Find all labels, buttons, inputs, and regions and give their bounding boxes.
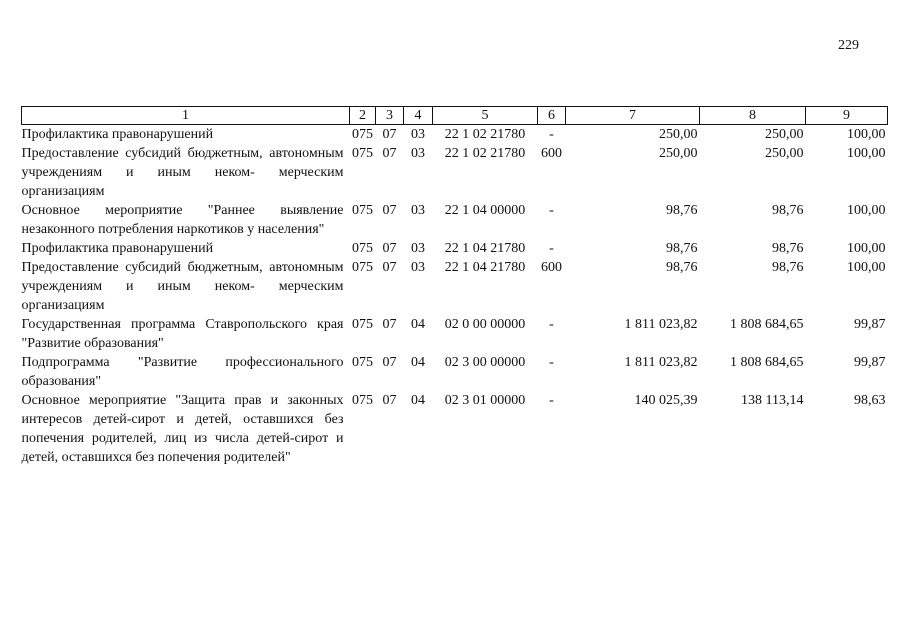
table-row: [22, 144, 888, 201]
table-row: [22, 391, 888, 467]
row-amount-planned: 98,76: [666, 241, 698, 256]
row-amount-executed: 1 808 684,65: [730, 317, 804, 332]
row-code-subsection: 03: [411, 241, 425, 256]
row-percent: 100,00: [847, 127, 886, 142]
row-expense-type: 600: [541, 260, 562, 275]
row-amount-planned: 98,76: [666, 260, 698, 275]
row-code-section: 07: [382, 146, 397, 161]
row-name: Профилактика правонарушений: [21, 127, 214, 142]
row-percent: 99,87: [854, 317, 886, 332]
table-row: [22, 239, 888, 258]
row-code-subsection: 03: [411, 203, 425, 218]
row-percent: 100,00: [847, 241, 886, 256]
row-code-ministry: 075: [352, 393, 373, 408]
row-percent: 98,63: [854, 393, 886, 408]
header-col-3: 3: [376, 107, 404, 125]
table-row: [22, 258, 888, 315]
header-col-8: 8: [700, 107, 806, 125]
row-target-article: 22 1 04 00000: [444, 203, 526, 218]
row-code-subsection: 03: [411, 146, 425, 161]
row-amount-executed: 250,00: [765, 127, 804, 142]
row-expense-type: -: [549, 241, 554, 256]
row-target-article: 22 1 02 21780: [444, 146, 526, 161]
row-amount-planned: 140 025,39: [634, 393, 698, 408]
table-row: [22, 201, 888, 239]
row-percent: 100,00: [847, 260, 886, 275]
row-name: Профилактика правонарушений: [21, 241, 214, 256]
row-amount-executed: 138 113,14: [741, 393, 804, 408]
row-amount-planned: 1 811 023,82: [624, 355, 698, 370]
row-expense-type: -: [549, 317, 554, 332]
header-col-5: 5: [433, 107, 538, 125]
row-name: Государственная программа Ставропольского края "Развитие образования": [21, 317, 344, 351]
row-name: Подпрограмма "Развитие профессионального образования": [21, 355, 344, 389]
row-percent: 100,00: [847, 146, 886, 161]
header-col-1: 1: [22, 107, 350, 125]
row-expense-type: -: [549, 355, 554, 370]
row-amount-executed: 98,76: [772, 241, 804, 256]
row-code-section: 07: [382, 203, 397, 218]
table-row: [22, 353, 888, 391]
table-header-row: [22, 107, 888, 125]
row-amount-executed: 98,76: [772, 203, 804, 218]
row-percent: 100,00: [847, 203, 886, 218]
row-code-section: 07: [382, 355, 397, 370]
row-expense-type: -: [549, 127, 554, 142]
row-target-article: 02 3 00 00000: [444, 355, 526, 370]
row-name: Предоставление субсидий бюджетным, автономным учреждениям и иным неком- мерческим организациям: [21, 146, 344, 199]
row-name: Основное мероприятие "Раннее выявление незаконного потребления наркотиков у населения": [21, 203, 344, 237]
row-code-ministry: 075: [352, 241, 373, 256]
row-code-subsection: 03: [411, 127, 425, 142]
header-col-7: 7: [566, 107, 700, 125]
row-code-subsection: 04: [411, 317, 425, 332]
header-col-9: 9: [806, 107, 888, 125]
row-code-section: 07: [382, 317, 397, 332]
header-col-4: 4: [404, 107, 433, 125]
row-amount-planned: 250,00: [659, 146, 698, 161]
row-code-section: 07: [382, 260, 397, 275]
table-row: [22, 315, 888, 353]
row-code-ministry: 075: [352, 355, 373, 370]
row-target-article: 22 1 04 21780: [444, 241, 526, 256]
row-name: Основное мероприятие "Защита прав и законных интересов детей-сирот и детей, оставшихся без попечения родителей, лиц из числа детей-сирот и детей, оставшихся без попечения родителей": [21, 393, 344, 465]
row-target-article: 22 1 04 21780: [444, 260, 526, 275]
row-code-ministry: 075: [352, 203, 373, 218]
row-expense-type: 600: [541, 146, 562, 161]
page-number: 229: [838, 38, 859, 53]
header-col-6: 6: [538, 107, 566, 125]
row-code-section: 07: [382, 393, 397, 408]
row-target-article: 22 1 02 21780: [444, 127, 526, 142]
row-amount-planned: 98,76: [666, 203, 698, 218]
row-percent: 99,87: [854, 355, 886, 370]
row-code-subsection: 03: [411, 260, 425, 275]
row-amount-executed: 98,76: [772, 260, 804, 275]
header-col-2: 2: [350, 107, 376, 125]
row-code-section: 07: [382, 241, 397, 256]
row-expense-type: -: [549, 393, 554, 408]
row-code-subsection: 04: [411, 393, 425, 408]
row-code-subsection: 04: [411, 355, 425, 370]
row-target-article: 02 0 00 00000: [444, 317, 526, 332]
row-target-article: 02 3 01 00000: [444, 393, 526, 408]
row-code-section: 07: [382, 127, 397, 142]
row-amount-planned: 1 811 023,82: [624, 317, 698, 332]
row-code-ministry: 075: [352, 146, 373, 161]
row-code-ministry: 075: [352, 317, 373, 332]
row-expense-type: -: [549, 203, 554, 218]
row-code-ministry: 075: [352, 127, 373, 142]
row-amount-planned: 250,00: [659, 127, 698, 142]
row-code-ministry: 075: [352, 260, 373, 275]
table-row: [22, 125, 888, 145]
row-amount-executed: 1 808 684,65: [730, 355, 804, 370]
row-amount-executed: 250,00: [765, 146, 804, 161]
budget-table: [21, 106, 888, 467]
row-name: Предоставление субсидий бюджетным, автономным учреждениям и иным неком- мерческим организациям: [21, 260, 344, 313]
